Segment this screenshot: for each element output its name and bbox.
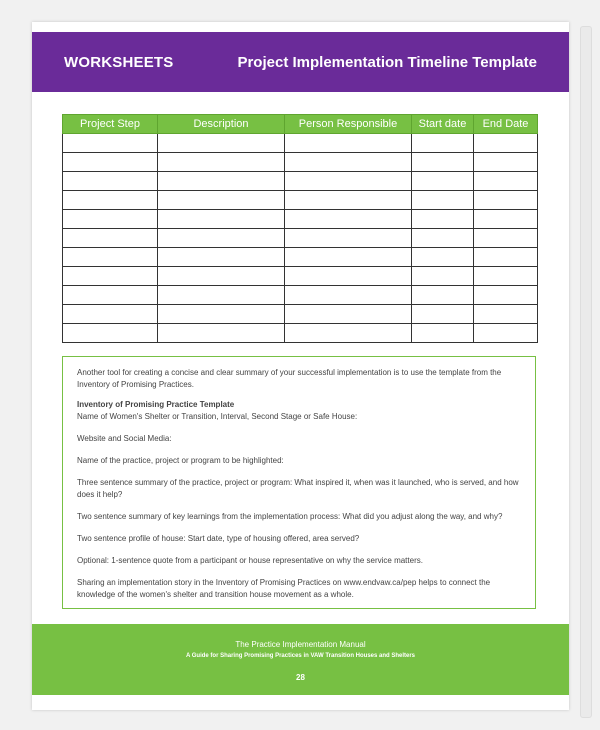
cell-project-step[interactable]: [63, 267, 158, 286]
cell-description[interactable]: [158, 248, 285, 267]
cell-person-responsible[interactable]: [285, 172, 412, 191]
cell-project-step[interactable]: [63, 324, 158, 343]
table-row: [63, 172, 538, 191]
table-body: [63, 134, 538, 343]
page-title: Project Implementation Timeline Template: [237, 54, 537, 71]
cell-end-date[interactable]: [474, 172, 538, 191]
cell-description[interactable]: [158, 153, 285, 172]
footer-subtitle: A Guide for Sharing Promising Practices in VAW Transition Houses and Shelters: [185, 653, 416, 659]
table-row: [63, 324, 538, 343]
section-label: WORKSHEETS: [64, 54, 174, 71]
sharing-text: Sharing an implementation story in the Inventory of Promising Practices on www.endvaw.ca/pep helps to connect the knowledge of the women's shelter and transition house movement as a whole.: [77, 578, 491, 599]
cell-person-responsible[interactable]: [285, 191, 412, 210]
three-sentence-prompt: Three sentence summary of the practice, project or program: What inspired it, when was it launched, who is served, and how does it help?: [77, 478, 519, 499]
cell-person-responsible[interactable]: [285, 210, 412, 229]
footer-title: The Practice Implementation Manual: [235, 640, 366, 649]
table-row: [63, 153, 538, 172]
cell-end-date[interactable]: [474, 267, 538, 286]
cell-description[interactable]: [158, 172, 285, 191]
cell-end-date[interactable]: [474, 286, 538, 305]
website-prompt: Website and Social Media:: [77, 434, 172, 443]
cell-start-date[interactable]: [412, 172, 474, 191]
cell-project-step[interactable]: [63, 229, 158, 248]
cell-project-step[interactable]: [63, 305, 158, 324]
cell-start-date[interactable]: [412, 229, 474, 248]
scrollbar[interactable]: [580, 26, 592, 718]
cell-description[interactable]: [158, 210, 285, 229]
cell-start-date[interactable]: [412, 324, 474, 343]
column-header-description: Description: [158, 115, 285, 134]
cell-end-date[interactable]: [474, 191, 538, 210]
cell-project-step[interactable]: [63, 134, 158, 153]
column-header-start-date: Start date: [412, 115, 474, 134]
cell-project-step[interactable]: [63, 172, 158, 191]
cell-end-date[interactable]: [474, 134, 538, 153]
cell-start-date[interactable]: [412, 134, 474, 153]
cell-description[interactable]: [158, 134, 285, 153]
timeline-table: [62, 114, 538, 343]
cell-person-responsible[interactable]: [285, 153, 412, 172]
cell-person-responsible[interactable]: [285, 248, 412, 267]
cell-description[interactable]: [158, 267, 285, 286]
info-box: [62, 356, 536, 609]
cell-start-date[interactable]: [412, 286, 474, 305]
table-row: [63, 248, 538, 267]
table-header-row: [63, 115, 538, 134]
column-header-end-date: End Date: [474, 115, 538, 134]
cell-description[interactable]: [158, 286, 285, 305]
cell-end-date[interactable]: [474, 153, 538, 172]
cell-project-step[interactable]: [63, 286, 158, 305]
cell-description[interactable]: [158, 191, 285, 210]
cell-person-responsible[interactable]: [285, 324, 412, 343]
cell-person-responsible[interactable]: [285, 229, 412, 248]
table-row: [63, 286, 538, 305]
cell-start-date[interactable]: [412, 248, 474, 267]
column-header-project-step: Project Step: [63, 115, 158, 134]
cell-person-responsible[interactable]: [285, 286, 412, 305]
cell-project-step[interactable]: [63, 248, 158, 267]
cell-end-date[interactable]: [474, 324, 538, 343]
intro-text: Another tool for creating a concise and clear summary of your successful implementation is to use the template from the Inventory of Promising Practices.: [77, 368, 502, 389]
cell-person-responsible[interactable]: [285, 267, 412, 286]
cell-project-step[interactable]: [63, 191, 158, 210]
table-row: [63, 229, 538, 248]
table-row: [63, 210, 538, 229]
table-row: [63, 267, 538, 286]
cell-description[interactable]: [158, 305, 285, 324]
cell-end-date[interactable]: [474, 248, 538, 267]
page-number: 28: [296, 673, 305, 682]
inventory-template-title: Inventory of Promising Practice Template: [77, 400, 235, 409]
cell-start-date[interactable]: [412, 267, 474, 286]
document-page: [32, 22, 569, 710]
cell-start-date[interactable]: [412, 210, 474, 229]
cell-start-date[interactable]: [412, 153, 474, 172]
cell-project-step[interactable]: [63, 153, 158, 172]
cell-start-date[interactable]: [412, 191, 474, 210]
cell-person-responsible[interactable]: [285, 134, 412, 153]
header-bar: [32, 32, 569, 92]
column-header-person-responsible: Person Responsible: [285, 115, 412, 134]
cell-description[interactable]: [158, 324, 285, 343]
cell-end-date[interactable]: [474, 229, 538, 248]
cell-end-date[interactable]: [474, 305, 538, 324]
table-row: [63, 191, 538, 210]
table-row: [63, 305, 538, 324]
optional-quote-prompt: Optional: 1-sentence quote from a participant or house representative on why the service matters.: [77, 556, 423, 565]
inventory-name-prompt: Name of Women's Shelter or Transition, Interval, Second Stage or Safe House:: [77, 412, 358, 421]
cell-project-step[interactable]: [63, 210, 158, 229]
house-profile-prompt: Two sentence profile of house: Start date, type of housing offered, area served?: [77, 534, 360, 543]
learnings-prompt: Two sentence summary of key learnings from the implementation process: What did you adjust along the way, and why?: [77, 512, 503, 521]
cell-description[interactable]: [158, 229, 285, 248]
cell-person-responsible[interactable]: [285, 305, 412, 324]
practice-name-prompt: Name of the practice, project or program to be highlighted:: [77, 456, 284, 465]
cell-start-date[interactable]: [412, 305, 474, 324]
table-row: [63, 134, 538, 153]
cell-end-date[interactable]: [474, 210, 538, 229]
footer-bar: [32, 624, 569, 695]
